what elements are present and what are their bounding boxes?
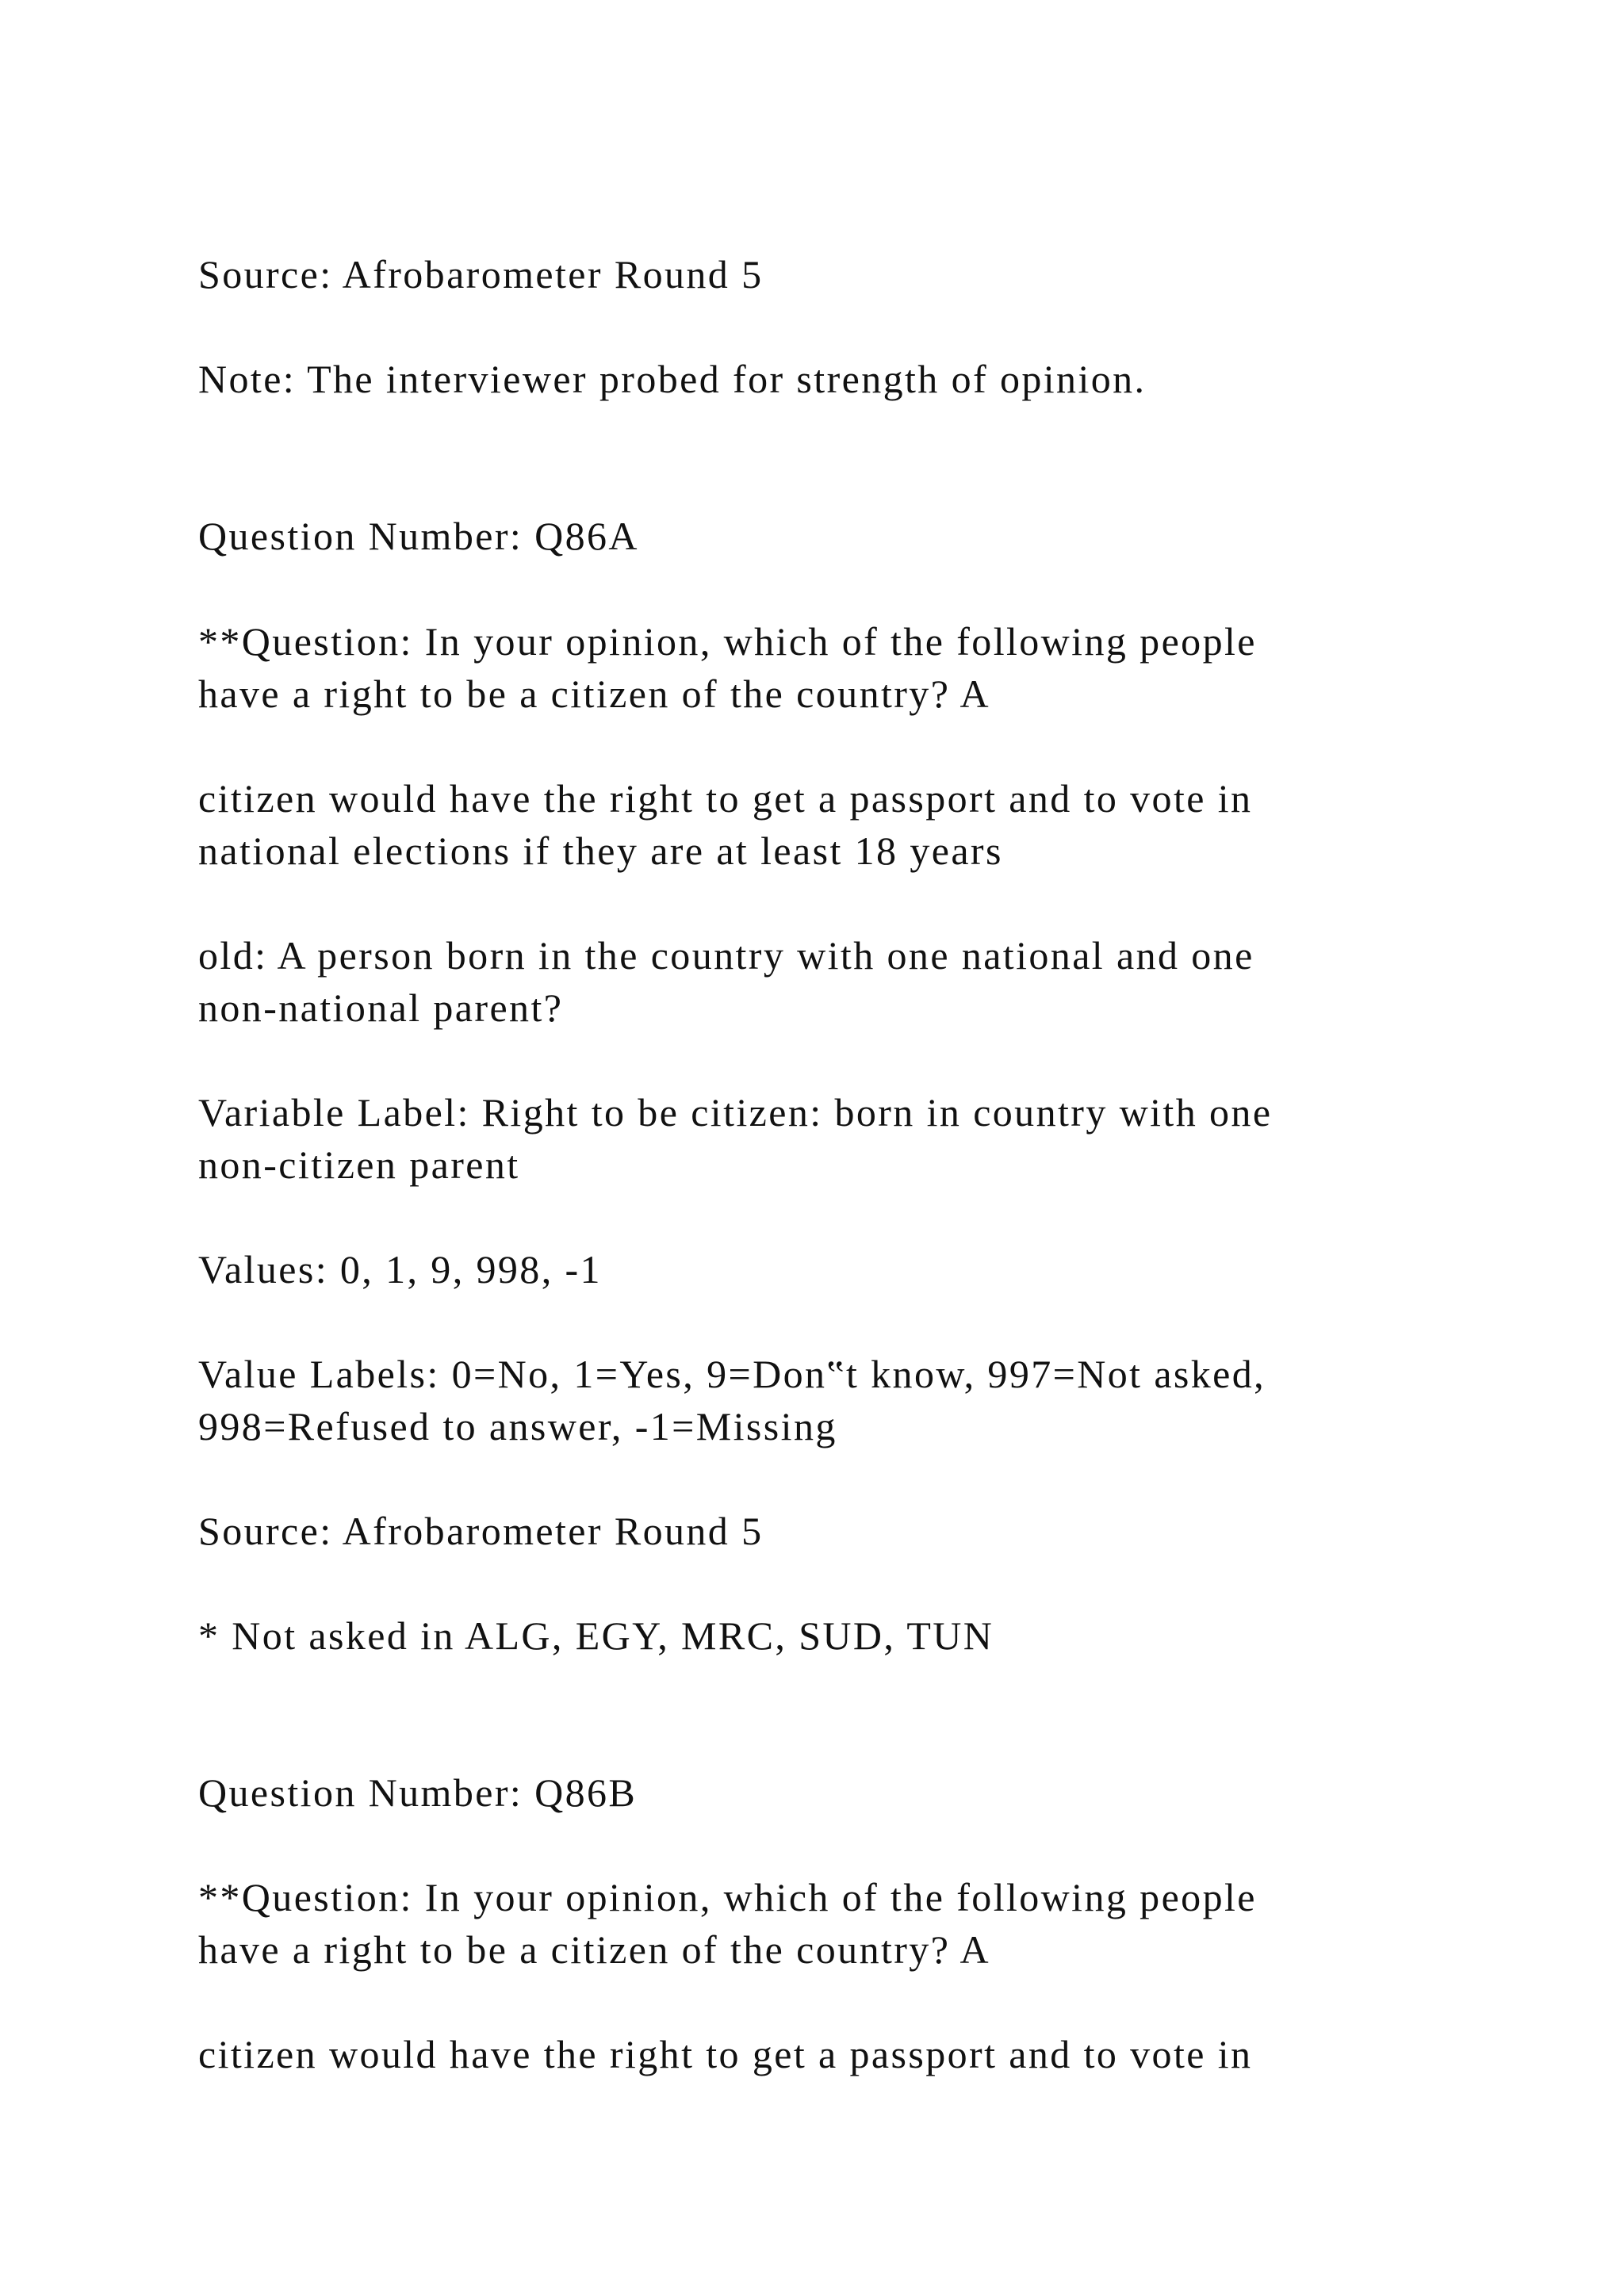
source-line: Source: Afrobarometer Round 5 (198, 1509, 764, 1553)
source-line: Source: Afrobarometer Round 5 (198, 252, 764, 297)
variable-label-line: non-citizen parent (198, 1142, 520, 1187)
question-number-line: Question Number: Q86A (198, 514, 639, 558)
question-text-line: national elections if they are at least 18 years (198, 828, 1003, 873)
not-asked-note-line: * Not asked in ALG, EGY, MRC, SUD, TUN (198, 1613, 994, 1658)
question-text-line: have a right to be a citizen of the country? A (198, 672, 990, 716)
question-text-line: citizen would have the right to get a passport and to vote in (198, 776, 1253, 821)
question-text-line: old: A person born in the country with one national and one (198, 933, 1254, 978)
values-line: Values: 0, 1, 9, 998, -1 (198, 1247, 602, 1292)
note-line: Note: The interviewer probed for strength of opinion. (198, 357, 1147, 401)
question-text-line: **Question: In your opinion, which of the following people (198, 619, 1257, 664)
question-number-line: Question Number: Q86B (198, 1770, 638, 1815)
value-labels-line: 998=Refused to answer, -1=Missing (198, 1404, 837, 1448)
question-text-line: **Question: In your opinion, which of the following people (198, 1875, 1257, 1919)
question-text-line: non-national parent? (198, 985, 564, 1030)
question-text-line: citizen would have the right to get a passport and to vote in (198, 2032, 1253, 2076)
value-labels-line: Value Labels: 0=No, 1=Yes, 9=Don‟t know, 997=Not asked, (198, 1352, 1266, 1396)
question-text-line: have a right to be a citizen of the country? A (198, 1927, 990, 1972)
variable-label-line: Variable Label: Right to be citizen: born in country with one (198, 1090, 1273, 1135)
